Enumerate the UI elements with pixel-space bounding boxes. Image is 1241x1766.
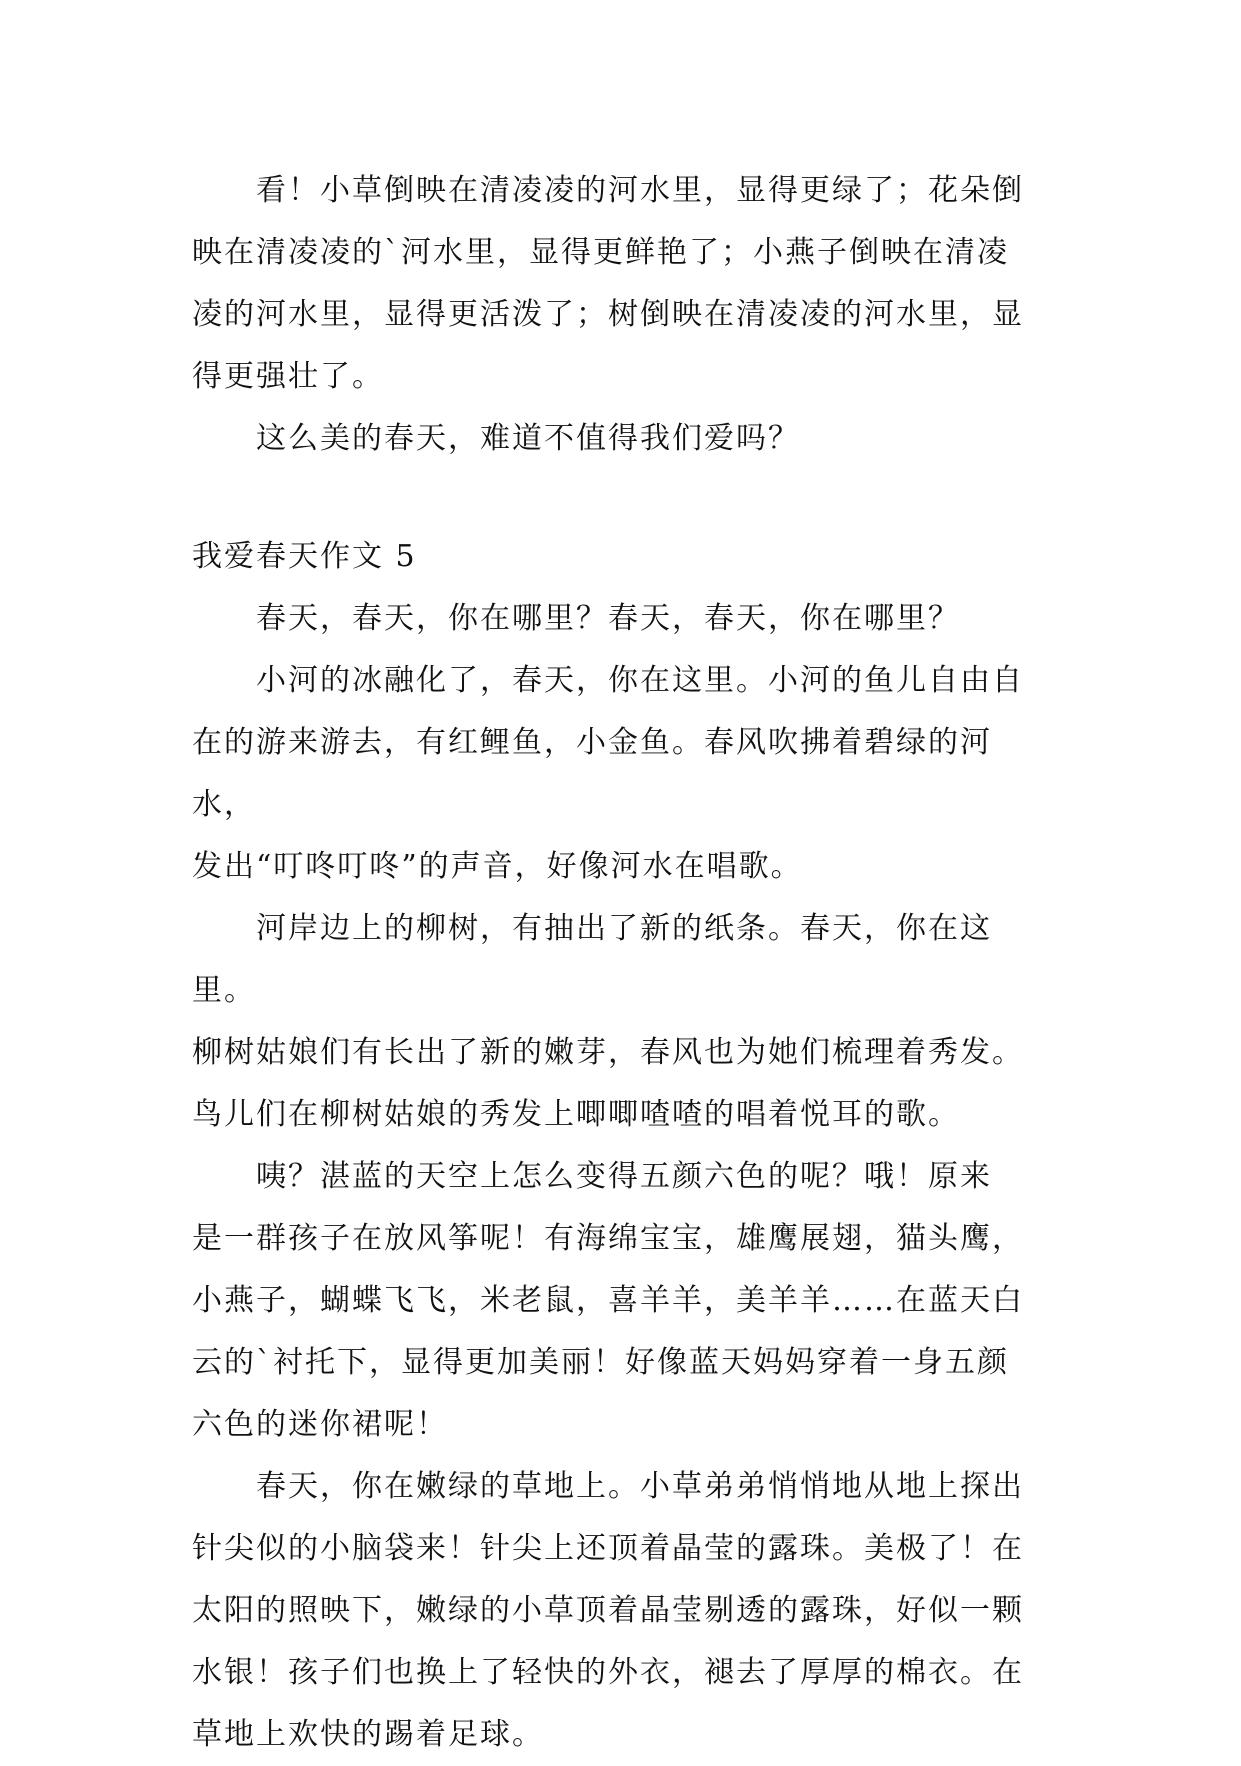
paragraph-7-line-1: 春天，你在嫩绿的草地上。小草弟弟悄悄地从地上探出 (256, 1469, 1024, 1504)
paragraph-1-line-2: 映在清凌凌的`河水里，显得更鲜艳了；小燕子倒映在清凌 (192, 235, 1009, 270)
paragraph-7-line-5: 草地上欢快的踢着足球。 (192, 1717, 544, 1752)
paragraph-5-line-3: 鸟儿们在柳树姑娘的秀发上唧唧喳喳的唱着悦耳的歌。 (192, 1097, 960, 1132)
paragraph-4-line-2: 在的游来游去，有红鲤鱼，小金鱼。春风吹拂着碧绿的河水， (192, 725, 992, 822)
paragraph-5-line-2: 柳树姑娘们有长出了新的嫩芽，春风也为她们梳理着秀发。 (192, 1035, 1024, 1070)
paragraph-5-line-1: 河岸边上的柳树，有抽出了新的纸条。春天，你在这里。 (192, 911, 992, 1008)
paragraph-1 (192, 160, 1052, 408)
paragraph-6-line-3: 小燕子，蝴蝶飞飞，米老鼠，喜羊羊，美羊羊……在蓝天白 (192, 1283, 1024, 1318)
paragraph-1-line-4: 得更强壮了。 (192, 359, 384, 394)
paragraph-4-line-3: 发出“叮咚叮咚”的声音，好像河水在唱歌。 (192, 849, 803, 884)
paragraph-7-line-2: 针尖似的小脑袋来！针尖上还顶着晶莹的露珠。美极了！在 (192, 1531, 1024, 1566)
paragraph-6 (192, 1146, 1052, 1456)
paragraph-1-line-1: 看！小草倒映在清凌凌的河水里，显得更绿了；花朵倒 (256, 173, 1024, 208)
paragraph-5 (192, 898, 1052, 1146)
paragraph-6-line-2: 是一群孩子在放风筝呢！有海绵宝宝，雄鹰展翅，猫头鹰， (192, 1221, 1024, 1256)
section-title: 我爱春天作文 5 (192, 539, 417, 574)
paragraph-7-line-4: 水银！孩子们也换上了轻快的外衣，褪去了厚厚的棉衣。在 (192, 1655, 1024, 1690)
section-gap (192, 470, 1052, 526)
paragraph-7 (192, 1456, 1052, 1766)
paragraph-6-line-5: 六色的迷你裙呢！ (192, 1407, 448, 1442)
paragraph-3 (192, 588, 1052, 650)
paragraph-7-line-3: 太阳的照映下，嫩绿的小草顶着晶莹剔透的露珠，好似一颗 (192, 1593, 1024, 1628)
paragraph-2 (192, 408, 1052, 470)
paragraph-6-line-4: 云的`衬托下，显得更加美丽！好像蓝天妈妈穿着一身五颜 (192, 1345, 1009, 1380)
paragraph-4-line-1: 小河的冰融化了，春天，你在这里。小河的鱼儿自由自 (256, 663, 1024, 698)
document-body (192, 160, 1052, 1766)
paragraph-4 (192, 650, 1052, 898)
paragraph-2-line-1: 这么美的春天，难道不值得我们爱吗？ (256, 421, 800, 456)
paragraph-3-line-1: 春天，春天，你在哪里？春天，春天，你在哪里？ (256, 601, 960, 636)
paragraph-6-line-1: 咦？湛蓝的天空上怎么变得五颜六色的呢？哦！原来 (256, 1159, 992, 1194)
paragraph-1-line-3: 凌的河水里，显得更活泼了；树倒映在清凌凌的河水里，显 (192, 297, 1024, 332)
